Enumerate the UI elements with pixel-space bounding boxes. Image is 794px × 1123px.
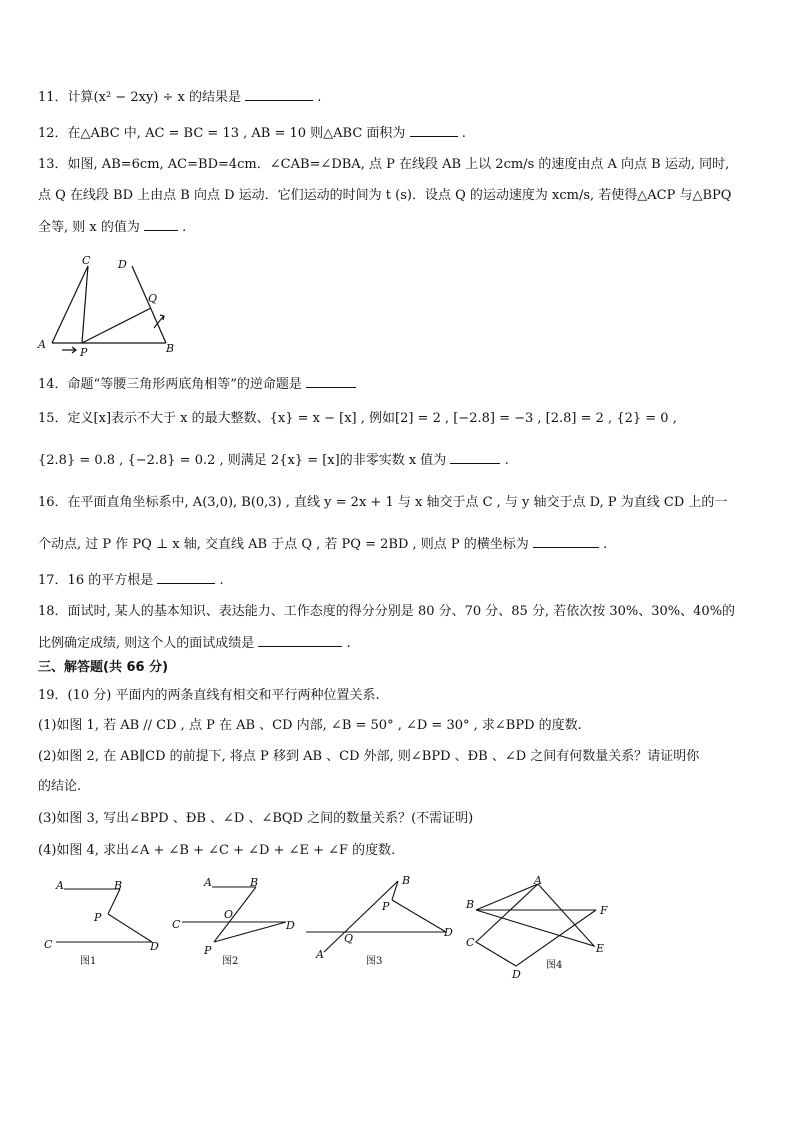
label-p: P <box>382 900 390 913</box>
punctuation: . <box>182 220 187 235</box>
answer-blank <box>450 451 500 464</box>
label-d: D <box>512 968 521 981</box>
question-15-text: {2.8} = 0.8 , {−2.8} = 0.2 , 则满足 2{x} = [x]的非零实数 x 值为 <box>38 453 447 468</box>
caption-figure-1: 图1 <box>80 956 97 967</box>
answer-blank <box>245 88 313 101</box>
path-a-c-d-f <box>476 884 596 966</box>
punctuation: . <box>603 537 608 552</box>
label-c: C <box>466 936 475 949</box>
question-16-line-2 <box>38 535 607 554</box>
question-11 <box>38 88 321 107</box>
label-p: P <box>80 346 88 359</box>
figure-q13 <box>34 248 184 360</box>
question-17-text: 17．16 的平方根是 <box>38 573 154 588</box>
label-b: B <box>166 342 175 355</box>
label-f: F <box>600 904 608 917</box>
segment-pd <box>108 914 152 942</box>
line-aq-b <box>324 881 398 952</box>
answer-blank <box>144 218 178 231</box>
question-13-line-3 <box>38 218 186 237</box>
punctuation: . <box>317 90 322 105</box>
punctuation: . <box>219 573 224 588</box>
question-19-part-1: (1)如图 1, 若 AB // CD , 点 P 在 AB 、CD 内部, ∠B = 50° , ∠D = 30° , 求∠BPD 的度数. <box>38 718 582 733</box>
label-p: P <box>204 944 212 957</box>
answer-blank <box>306 375 356 388</box>
label-b: B <box>402 874 411 887</box>
question-14 <box>38 375 356 394</box>
label-a: A <box>56 879 64 892</box>
question-18-line-1: 18．面试时, 某人的基本知识、表达能力、工作态度的得分分别是 80 分、70 分、85 分, 若依次按 30%、30%、40%的 <box>38 604 736 619</box>
question-14-text: 14．命题“等腰三角形两底角相等”的逆命题是 <box>38 377 302 392</box>
punctuation: . <box>461 126 466 141</box>
question-19-part-3: (3)如图 3, 写出∠BPD 、ÐB 、∠D 、∠BQD 之间的数量关系？(不需证明) <box>38 811 474 826</box>
question-19-intro: 19．(10 分) 平面内的两条直线有相交和平行两种位置关系. <box>38 688 380 703</box>
figure-4 <box>462 872 612 984</box>
punctuation: . <box>346 636 351 651</box>
question-12-text: 12．在△ABC 中, AC = BC = 13 , AB = 10 则△ABC 面积为 <box>38 126 406 141</box>
question-19-part-2-line-1: (2)如图 2, 在 AB∥CD 的前提下, 将点 P 移到 AB 、CD 外部, 则∠BPD 、ÐB 、∠D 之间有何数量关系？请证明你 <box>38 749 700 764</box>
label-c: C <box>172 918 181 931</box>
answer-blank <box>410 124 458 137</box>
question-12 <box>38 124 466 143</box>
figure-3 <box>300 872 460 972</box>
label-d: D <box>286 919 295 932</box>
segment-pd <box>392 900 446 932</box>
question-13-line-2: 点 Q 在线段 BD 上由点 B 向点 D 运动．它们运动的时间为 t (s)．设点 Q 的运动速度为 xcm/s, 若使得△ACP 与△BPQ <box>38 188 732 203</box>
label-p: P <box>94 911 102 924</box>
question-15-line-1: 15．定义[x]表示不大于 x 的最大整数、{x} = x − [x] , 例如[2] = 2 , [−2.8] = −3 , [2.8] = 2 , {2} = 0 , <box>38 411 677 426</box>
question-17 <box>38 571 224 590</box>
question-18-line-2 <box>38 634 351 653</box>
label-d: D <box>118 258 127 271</box>
label-a: A <box>38 338 46 351</box>
label-b: B <box>114 879 123 892</box>
figure-1 <box>40 872 170 972</box>
question-18-text: 比例确定成绩, 则这个人的面试成绩是 <box>38 636 255 651</box>
label-d: D <box>150 940 159 953</box>
caption-figure-4: 图4 <box>546 960 563 971</box>
label-q: Q <box>148 292 158 305</box>
label-e: E <box>596 942 605 955</box>
label-a: A <box>534 874 542 887</box>
question-13-text: 全等, 则 x 的值为 <box>38 220 140 235</box>
segment-bp <box>214 887 256 942</box>
segment-pq <box>82 308 151 343</box>
label-b: B <box>250 876 259 889</box>
question-11-text: 11．计算(x² − 2xy) ÷ x 的结果是 <box>38 90 241 105</box>
question-19-part-4: (4)如图 4, 求出∠A + ∠B + ∠C + ∠D + ∠E + ∠F 的度数. <box>38 843 396 858</box>
segment-ab-part <box>476 884 538 910</box>
figure-2 <box>170 872 300 972</box>
question-16-text: 个动点, 过 P 作 PQ ⊥ x 轴, 交直线 AB 于点 Q , 若 PQ = 2BD , 则点 P 的横坐标为 <box>38 537 529 552</box>
question-16-line-1: 16．在平面直角坐标系中, A(3,0), B(0,3) , 直线 y = 2x + 1 与 x 轴交于点 C , 与 y 轴交于点 D, P 为直线 CD 上的一 <box>38 495 728 510</box>
question-13-line-1: 13．如图, AB=6cm, AC=BD=4cm．∠CAB=∠DBA, 点 P 在线段 AB 上以 2cm/s 的速度由点 A 向点 B 运动, 同时, <box>38 157 730 172</box>
answer-blank <box>533 535 599 548</box>
answer-blank <box>157 571 215 584</box>
label-d: D <box>444 926 453 939</box>
label-c: C <box>82 254 91 267</box>
caption-figure-2: 图2 <box>222 956 239 967</box>
label-o: O <box>224 908 234 921</box>
segment-bp <box>108 889 120 914</box>
segment-pd <box>214 922 286 942</box>
caption-figure-3: 图3 <box>366 956 383 967</box>
punctuation: . <box>504 453 509 468</box>
label-a: A <box>204 876 212 889</box>
path-b-e-a <box>476 884 594 946</box>
label-q: Q <box>344 932 354 945</box>
label-b: B <box>466 898 475 911</box>
label-a: A <box>316 948 324 961</box>
label-c: C <box>44 938 53 951</box>
question-15-line-2 <box>38 451 509 470</box>
section-heading: 三、解答题(共 66 分) <box>38 660 169 675</box>
question-19-part-2-line-2: 的结论. <box>38 779 82 794</box>
answer-blank <box>258 634 342 647</box>
